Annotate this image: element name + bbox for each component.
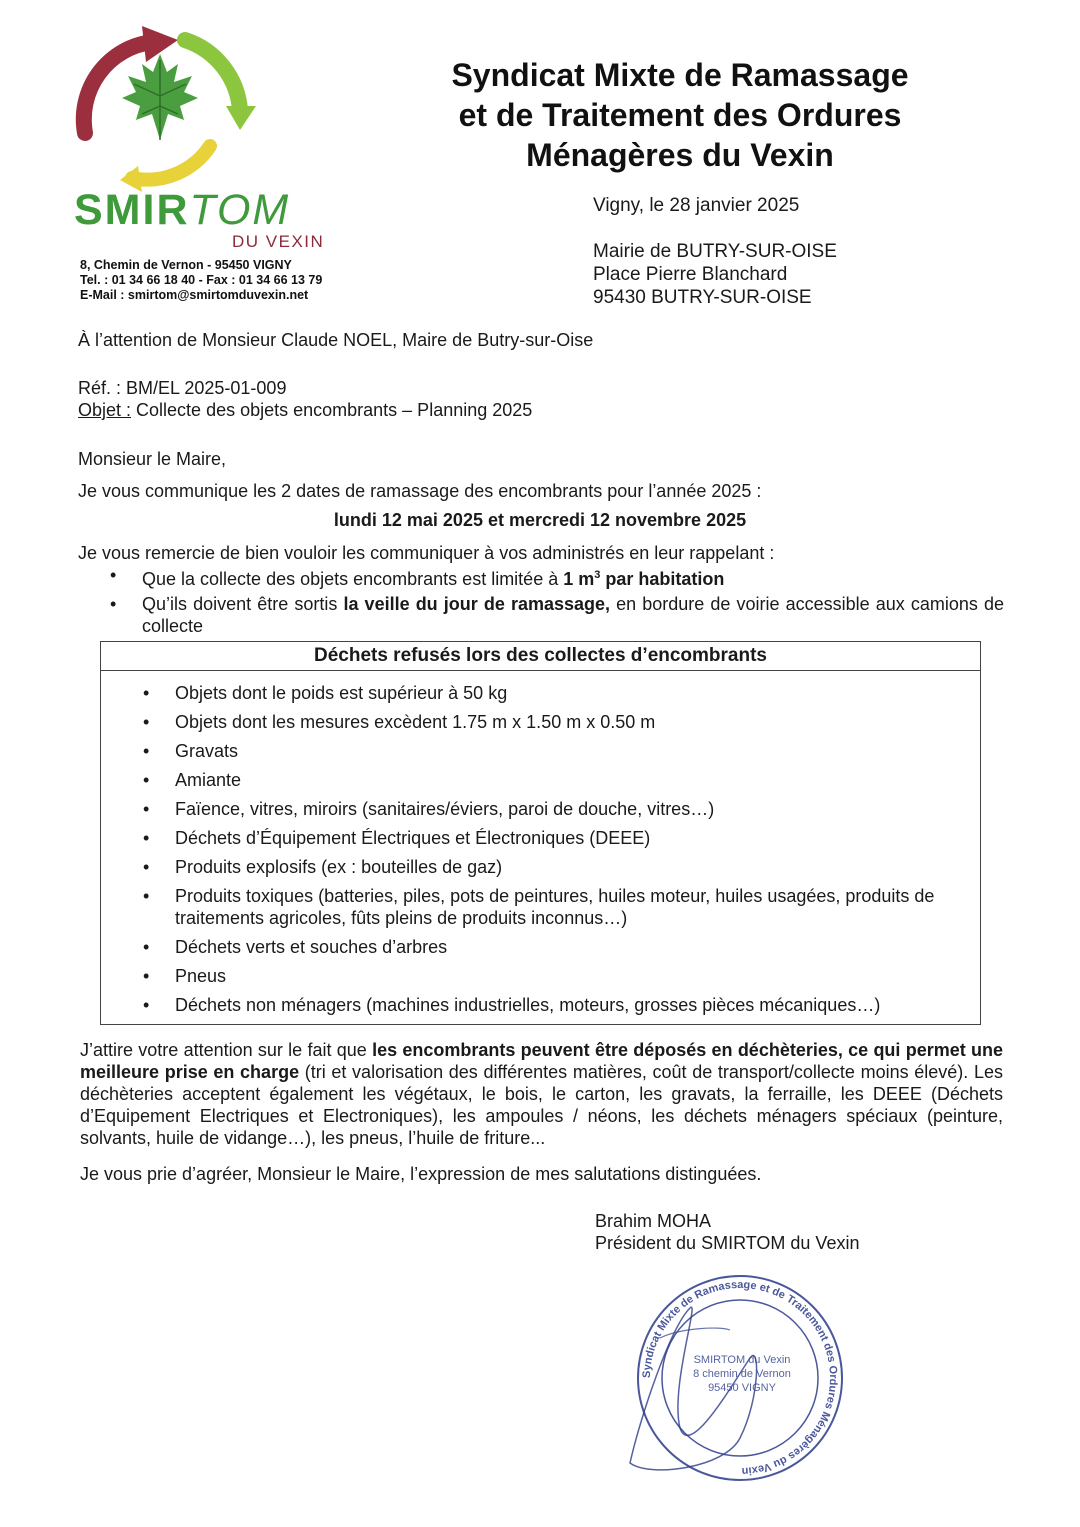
list-item: • Déchets d’Équipement Électriques et Électroniques (DEEE) <box>135 827 965 849</box>
subject-label: Objet : <box>78 400 132 420</box>
list-item: • Objets dont les mesures excèdent 1.75 m x 1.50 m x 0.50 m <box>135 711 965 733</box>
list-item: • Déchets non ménagers (machines industrielles, moteurs, grosses pièces mécaniques…) <box>135 994 965 1016</box>
stamp-seal-icon <box>610 1268 870 1488</box>
official-stamp <box>610 1268 870 1488</box>
recipient-address <box>593 240 837 309</box>
stamp-line: 95450 VIGNY <box>708 1382 776 1394</box>
signature-block <box>595 1210 859 1254</box>
reminder-list <box>104 564 1004 640</box>
list-item: • Faïence, vitres, miroirs (sanitaires/éviers, paroi de douche, vitres…) <box>135 798 965 820</box>
logo-subtitle: DU VEXIN <box>232 232 325 251</box>
logo-wordmark <box>74 186 290 235</box>
bullet-bold: 1 m <box>563 569 595 589</box>
para-bold: les encombrants peuvent être déposés en déchèteries, ce qui permet une meilleure prise en charge <box>80 1040 1003 1082</box>
closing-formula: Je vous prie d’agréer, Monsieur le Maire, l’expression de mes salutations distinguées. <box>80 1164 762 1184</box>
stamp-ring-text: Syndicat Mixte de Ramassage et de Traitement des Ordures Ménagères du Vexin <box>640 1278 840 1478</box>
list-item: • Gravats <box>135 740 965 762</box>
maple-leaf-icon <box>122 54 198 140</box>
address-line: 8, Chemin de Vernon - 95450 VIGNY <box>80 258 292 272</box>
cubic-superscript: 3 <box>594 569 601 581</box>
logo-word-tom: TOM <box>189 186 291 234</box>
list-item: • Pneus <box>135 965 965 987</box>
signer-title: Président du SMIRTOM du Vexin <box>595 1233 860 1253</box>
attention-line: À l’attention de Monsieur Claude NOEL, Maire de Butry-sur-Oise <box>78 330 594 350</box>
logo-word-smir: SMIR <box>74 186 190 234</box>
recipient-line: 95430 BUTRY-SUR-OISE <box>593 287 812 308</box>
sender-address <box>80 258 322 303</box>
reference: Réf. : BM/EL 2025-01-009 <box>78 378 287 398</box>
refused-waste-box <box>100 641 981 1025</box>
stamp-line: 8 chemin de Vernon <box>693 1368 791 1380</box>
list-item: • Objets dont le poids est supérieur à 50 kg <box>135 682 965 704</box>
paragraph-recycling-centers <box>80 1039 1003 1149</box>
letter-date: Vigny, le 28 janvier 2025 <box>593 195 800 216</box>
list-item: • Produits explosifs (ex : bouteilles de gaz) <box>135 856 965 878</box>
title-line: Ménagères du Vexin <box>526 137 834 173</box>
list-item <box>104 593 1004 637</box>
list-item: • Amiante <box>135 769 965 791</box>
box-title: Déchets refusés lors des collectes d’encombrants <box>101 642 980 671</box>
salutation: Monsieur le Maire, <box>78 449 227 469</box>
subject-text: Collecte des objets encombrants – Planning 2025 <box>131 400 533 420</box>
bullet-text: Que la collecte des objets encombrants est limitée à <box>142 569 564 589</box>
email-line: E-Mail : smirtom@smirtomduvexin.net <box>80 288 309 302</box>
signer-name: Brahim MOHA <box>595 1211 712 1231</box>
subject-line <box>78 399 532 421</box>
title-line: et de Traitement des Ordures <box>458 97 902 133</box>
bullet-text: Qu’ils doivent être sortis <box>142 594 344 614</box>
para-text: J’attire votre attention sur le fait que <box>80 1040 373 1060</box>
phone-line: Tel. : 01 34 66 18 40 - Fax : 01 34 66 13 79 <box>80 273 323 287</box>
recipient-line: Place Pierre Blanchard <box>593 264 788 285</box>
bullet-bold: la veille du jour de ramassage, <box>343 594 611 614</box>
title-line: Syndicat Mixte de Ramassage <box>451 57 909 93</box>
bullet-bold: par habitation <box>600 569 725 589</box>
paragraph-intro: Je vous communique les 2 dates de ramassage des encombrants pour l’année 2025 : <box>78 481 762 501</box>
refused-list <box>135 682 965 1023</box>
organization-title <box>380 55 980 175</box>
bullet-text: en bordure de voirie accessible aux camions de collecte <box>142 594 1005 636</box>
paragraph-reminder: Je vous remercie de bien vouloir les communiquer à vos administrés en leur rappelant : <box>78 543 775 563</box>
list-item <box>104 564 1004 590</box>
list-item: • Produits toxiques (batteries, piles, pots de peintures, huiles moteur, huiles usagées, produits de traitements agricoles, fûts pleins de produits inconnus…) <box>135 885 965 929</box>
para-text: (tri et valorisation des différentes matières, coût de transport/collecte moins élevé). Les déchèteries acceptent également les végétaux, le bois, le carton, les gravats, la ferraille, les DEEE (Déchets d’Equipement Electriques et Electroniques), les ampoules / néons, les déchets ménagers spéciaux (peinture, solvants, huile de vidange…), les pneus, l’huile de friture... <box>80 1062 1003 1148</box>
recipient-line: Mairie de BUTRY-SUR-OISE <box>593 241 837 262</box>
collection-dates: lundi 12 mai 2025 et mercredi 12 novembre 2025 <box>333 510 747 530</box>
list-item: • Déchets verts et souches d’arbres <box>135 936 965 958</box>
stamp-line: SMIRTOM du Vexin <box>693 1354 791 1366</box>
